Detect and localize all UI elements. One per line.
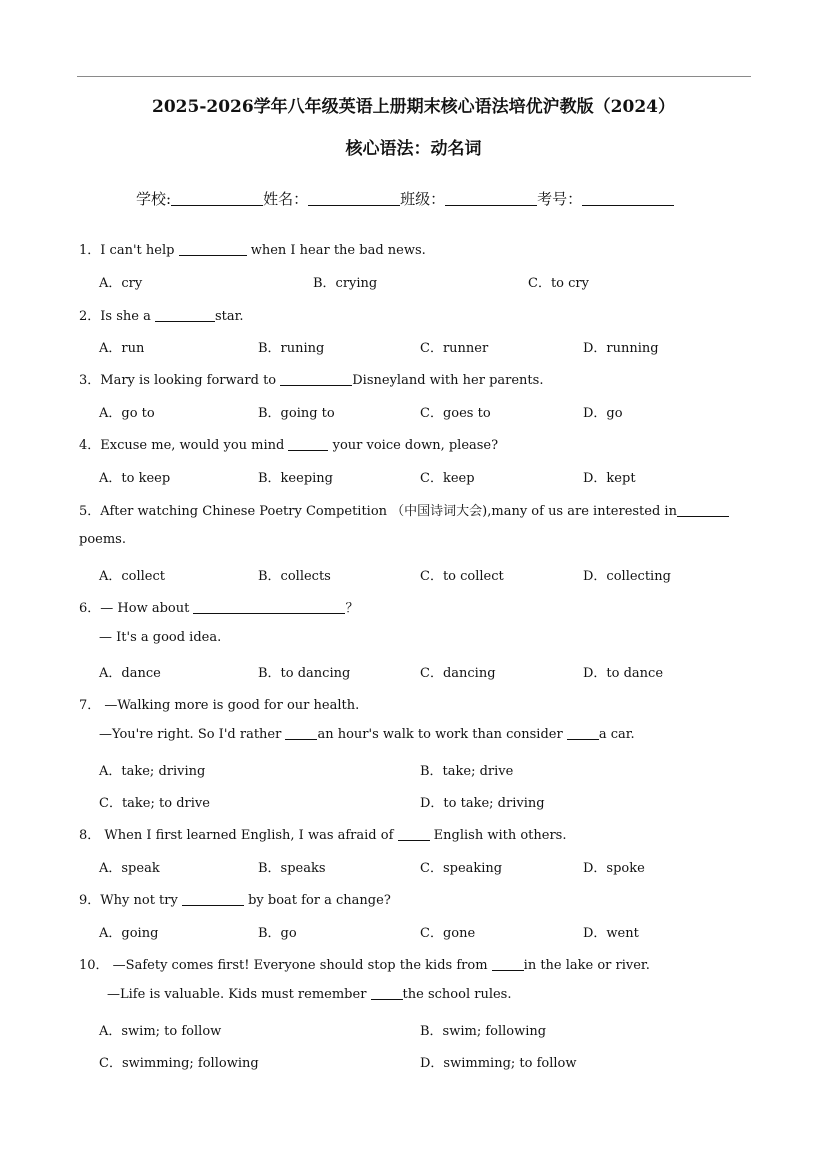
answer-blank[interactable] [567, 727, 599, 740]
question-text: the school rules. [402, 987, 512, 1002]
option-c[interactable]: C．dancing [420, 666, 496, 681]
question-text: — How about [100, 601, 194, 616]
name-label: 姓名： [263, 190, 309, 208]
exam-no-label: 考号： [537, 190, 583, 208]
question-text: your voice down, please? [328, 438, 499, 453]
option-a[interactable]: A．dance [99, 666, 161, 681]
answer-blank[interactable] [285, 727, 317, 740]
question-9 [79, 889, 391, 908]
question-text: an hour's walk to work than consider [317, 727, 567, 742]
answer-blank[interactable] [288, 438, 328, 451]
question-text: in the lake or river. [523, 958, 650, 973]
option-a[interactable]: A．to keep [99, 471, 171, 486]
option-c[interactable]: C．runner [420, 341, 489, 356]
school-label: 学校: [136, 190, 172, 208]
answer-blank[interactable] [280, 373, 352, 386]
answer-blank[interactable] [193, 601, 345, 614]
question-number: 7． [79, 698, 101, 713]
question-number: 1． [79, 243, 101, 258]
class-field[interactable] [445, 191, 537, 206]
question-text: —Life is valuable. Kids must remember [107, 987, 371, 1002]
question-number: 5． [79, 504, 101, 519]
option-b[interactable]: B．take; drive [420, 764, 514, 779]
option-c[interactable]: C．gone [420, 926, 476, 941]
class-label: 班级： [400, 190, 446, 208]
option-d[interactable]: D．kept [583, 471, 636, 486]
question-number: 4． [79, 438, 101, 453]
option-a[interactable]: A．going [99, 926, 159, 941]
question-2 [79, 305, 244, 324]
question-10-reply [107, 987, 511, 1002]
answer-blank[interactable] [155, 309, 215, 322]
name-field[interactable] [308, 191, 400, 206]
question-text: —You're right. So I'd rather [99, 727, 286, 742]
question-text: Mary is looking forward to [100, 373, 281, 388]
option-c[interactable]: C．keep [420, 471, 475, 486]
student-info-row [136, 188, 674, 209]
page-title: 2025-2026学年八年级英语上册期末核心语法培优沪教版（2024） [152, 97, 675, 117]
question-number: 8． [79, 828, 101, 843]
option-b[interactable]: B．speaks [258, 861, 326, 876]
option-c[interactable]: C．speaking [420, 861, 503, 876]
option-a[interactable]: A．take; driving [99, 764, 206, 779]
exam-no-field[interactable] [582, 191, 674, 206]
option-b[interactable]: B．collects [258, 569, 331, 584]
option-b[interactable]: B．runing [258, 341, 325, 356]
option-a[interactable]: A．collect [99, 569, 166, 584]
question-7-reply [99, 727, 635, 742]
question-5-continuation: poems. [79, 532, 126, 547]
option-a[interactable]: A．speak [99, 861, 160, 876]
option-d[interactable]: D．collecting [583, 569, 671, 584]
question-number: 2． [79, 309, 101, 324]
option-b[interactable]: B．crying [313, 276, 378, 291]
option-d[interactable]: D．to take; driving [420, 796, 545, 811]
question-text: Is she a [100, 309, 155, 324]
option-c[interactable]: C．take; to drive [99, 796, 210, 811]
question-text: Disneyland with her parents. [352, 373, 544, 388]
option-b[interactable]: B．going to [258, 406, 335, 421]
question-text: —Walking more is good for our health. [100, 698, 360, 713]
question-10 [79, 954, 650, 973]
option-a[interactable]: A．swim; to follow [99, 1024, 222, 1039]
school-field[interactable] [171, 191, 263, 206]
question-6 [79, 597, 358, 616]
answer-blank[interactable] [677, 504, 729, 517]
question-number: 10． [79, 958, 109, 973]
option-b[interactable]: B．go [258, 926, 297, 941]
question-8 [79, 824, 567, 843]
question-7 [79, 694, 359, 713]
option-a[interactable]: A．run [99, 341, 145, 356]
question-1 [79, 239, 426, 258]
question-text: English with others. [429, 828, 567, 843]
question-3 [79, 369, 543, 388]
question-text: ？ [345, 601, 359, 616]
option-b[interactable]: B．swim; following [420, 1024, 547, 1039]
option-c[interactable]: C．to collect [420, 569, 504, 584]
option-c[interactable]: C．swimming; following [99, 1056, 259, 1071]
question-text: star. [214, 309, 244, 324]
question-text: After watching Chinese Poetry Competition （中国诗词大会),many of us are interested in [100, 504, 677, 519]
answer-blank[interactable] [398, 828, 430, 841]
question-5 [79, 500, 729, 519]
header-rule [77, 76, 751, 77]
option-d[interactable]: D．to dance [583, 666, 664, 681]
question-number: 6． [79, 601, 101, 616]
question-text: Why not try [100, 893, 182, 908]
option-b[interactable]: B．keeping [258, 471, 333, 486]
answer-blank[interactable] [492, 958, 524, 971]
question-text: I can't help [100, 243, 179, 258]
question-text: —Safety comes first! Everyone should stop the kids from [108, 958, 492, 973]
question-text: When I first learned English, I was afraid of [100, 828, 398, 843]
option-b[interactable]: B．to dancing [258, 666, 351, 681]
question-text: Excuse me, would you mind [100, 438, 289, 453]
option-d[interactable]: D．spoke [583, 861, 645, 876]
option-a[interactable]: A．cry [99, 276, 143, 291]
question-number: 3． [79, 373, 101, 388]
answer-blank[interactable] [179, 243, 247, 256]
question-6-reply: — It's a good idea. [99, 630, 222, 645]
option-c[interactable]: C．goes to [420, 406, 491, 421]
question-4 [79, 434, 498, 453]
page-subtitle: 核心语法：动名词 [345, 139, 482, 159]
question-text: when I hear the bad news. [246, 243, 426, 258]
option-d[interactable]: D．swimming; to follow [420, 1056, 577, 1071]
option-a[interactable]: A．go to [99, 406, 155, 421]
answer-blank[interactable] [182, 893, 244, 906]
option-d[interactable]: D．go [583, 406, 623, 421]
option-c[interactable]: C．to cry [528, 276, 589, 291]
option-d[interactable]: D．running [583, 341, 659, 356]
option-d[interactable]: D．went [583, 926, 639, 941]
answer-blank[interactable] [371, 987, 403, 1000]
question-text: by boat for a change? [243, 893, 391, 908]
question-text: a car. [598, 727, 635, 742]
question-number: 9． [79, 893, 101, 908]
